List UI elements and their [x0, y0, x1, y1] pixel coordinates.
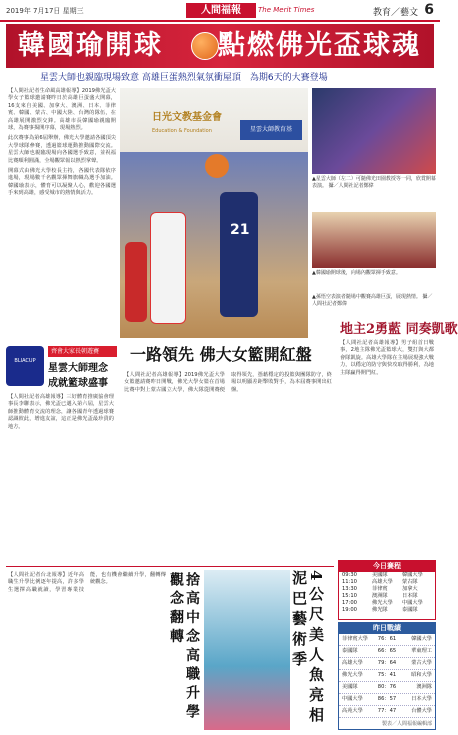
- lead-article: [6, 88, 118, 340]
- result-row: 中國大學 86：57 日本大學: [339, 694, 435, 706]
- today-schedule-title: 今日賽程: [339, 561, 435, 572]
- photo-caption-3: ▲孫悟空表演者隨場中觀賽高雄巨蛋，展現熱情。 攝／人間社記者鄭偉: [312, 294, 433, 307]
- yesterday-results-title: 昨日戰績: [339, 623, 435, 634]
- feature-left-body: 【人間社記者台北報導】近年高職生升學比例逐年提高，許多學生選擇高職就讀，學習專業技能，也有機會繼續升學，翻轉傳統觀念。: [8, 572, 166, 593]
- yesterday-results: [338, 622, 436, 730]
- today-schedule: [338, 560, 436, 620]
- masthead: [0, 0, 440, 22]
- page-number: 6: [424, 2, 434, 18]
- right-article: 【人間社記者高雄報導】男子組首日戰事，2地主隊佛光盃籃球大，雙打與大都會隊凱旋。高雄大學隊在主場展現強大戰力，以穩定的防守與快攻取得勝利，為地主隊贏得開門紅。: [340, 340, 434, 376]
- player-red: [125, 242, 147, 322]
- result-row: 高苑大學 77：47 台體大學: [339, 706, 435, 718]
- sidebar-body: 【人間社記者高雄報導】三好體育推廣協會理事長李聯表示，佛光盃已邁入第六屆，星雲大師推動體育交流的理念，讓各國青年透過球賽認識彼此，增進友誼，這正是佛光盃最珍貴的地方。: [8, 394, 114, 430]
- cup-logo: BLIACUP: [6, 346, 44, 386]
- result-row: 菲律賓大學 76：61 韓國大學: [339, 634, 435, 646]
- result-row: 美國隊 80：76 澳洲隊: [339, 682, 435, 694]
- sidebar-header: [6, 346, 116, 390]
- lead-paragraph-1: 【人間社記者生命風高雄報導】2019佛光盃大學女子籃球邀請賽昨日於高雄巨蛋盛大開幕，16支來自美國、加拿大、澳洲、日本、菲律賓、韓國、蒙古、中國大陸、台灣的隊伍，在高雄展開激烈交鋒。高雄市長韓國瑜親臨開球，為賽事揭開序幕，現場熱烈。: [8, 88, 116, 132]
- schedule-row: 17:00 佛光大學 中國大學: [342, 600, 423, 606]
- main-photo: [120, 88, 308, 338]
- result-row: 佛光大學 75：41 昭和大學: [339, 670, 435, 682]
- player-white: [150, 212, 186, 324]
- player-blue: [220, 192, 258, 317]
- feature-left-title: 捨 高 中 念 高 職 升 學 觀 念 翻 轉: [168, 572, 200, 719]
- sidebar-tag: 齊會大家長朝遊賽: [48, 346, 117, 357]
- fan-photo: [312, 212, 436, 268]
- event-backdrop: [120, 88, 308, 152]
- basketball-icon: [191, 32, 219, 60]
- schedule-row: 09:30 美國隊 韓國大學: [342, 572, 423, 578]
- backdrop-subtitle: Education & Foundation: [152, 128, 212, 134]
- headline-left: 韓國瑜開球: [18, 30, 163, 61]
- feature-right-title: 4 公 尺 美 人 魚 亮 相 泥 巴 藝 術 季: [290, 570, 325, 722]
- basketball-court: [120, 152, 308, 338]
- opening-ceremony-photo: [312, 88, 436, 174]
- divider: [6, 566, 334, 567]
- jersey-number: 21: [230, 222, 250, 238]
- headline-right: 點燃佛光盃球魂: [218, 30, 421, 61]
- schedule-row: 13:30 菲律賓 加拿大: [342, 586, 418, 592]
- schedule-row: 19:00 佛光隊 泰國隊: [342, 607, 418, 613]
- mermaid-sculpture-photo: [204, 570, 290, 730]
- backdrop-title: 日光文教基金會: [152, 112, 222, 123]
- newspaper-logo: 人間福報: [186, 3, 256, 18]
- headline-banner: [6, 24, 434, 68]
- right-headline: 地主2勇藍 同奏凱歌: [340, 322, 458, 337]
- sidebar-headline: 星雲大師理念 成就籃球盛事: [48, 363, 108, 389]
- issue-date: 2019年 7月17日 星期三: [6, 7, 84, 15]
- schedule-row: 11:10 高雄大學 蒙古隊: [342, 579, 418, 585]
- schedule-row: 15:10 澳洲隊 日本隊: [342, 593, 418, 599]
- backdrop-badge: 星雲大師教育基: [240, 120, 302, 140]
- main-story-headline: 一路領先 佛大女籃開紅盤: [130, 345, 312, 364]
- section-label: 教育／藝文: [372, 8, 418, 18]
- lead-paragraph-2: 此次賽事為第6屆舉辦，佛光大學邀請各國頂尖大學球隊參賽，透過籃球運動推動國際交流。星雲大師也親臨現場向各國選手致意，並祝福比賽順利圓滿，全場觀眾報以熱烈掌聲。: [8, 135, 116, 164]
- photo-caption-2: ▲韓國瑜開球後，向場內觀眾揮手致意。: [312, 270, 401, 276]
- result-row: 泰國隊 66：65 華東理工: [339, 646, 435, 658]
- newspaper-logo-en: The Merit Times: [258, 6, 315, 14]
- results-source: 製表／人間福報編輯部: [381, 721, 432, 727]
- headline-subtitle: 星雲大師也親臨現場致意 高雄巨蛋熱烈氣氛衝屋頂 為期6天的大賽登場: [40, 73, 328, 83]
- result-row: 高雄大學 79：64 蒙古大學: [339, 658, 435, 670]
- lead-paragraph-3: 開幕式由佛光大學校長主持，各國代表隊依序進場，現場數千名觀眾揮舞旗幟為選手加油。韓國瑜表示，體育可以凝聚人心，歡迎各國選手來到高雄，感受城市的熱情與活力。: [8, 168, 116, 197]
- ball-icon: [205, 154, 229, 178]
- main-story-body: 【人間社記者高雄報導】2019佛光盃大學女籃邀請賽昨日開戰，佛光大學女籃在首場比賽中對上蒙古國立大學，佛大隊從開賽便取得領先，憑藉穩定的投籃與團隊防守，終場以明顯差距擊敗對手，為本屆賽事開出紅盤。: [124, 372, 332, 393]
- photo-caption-1: ▲星雲大師（左二）可隨佛光田園教授等一同，欣賞開幕表演。 攝／人間社記者鄭偉: [312, 176, 436, 189]
